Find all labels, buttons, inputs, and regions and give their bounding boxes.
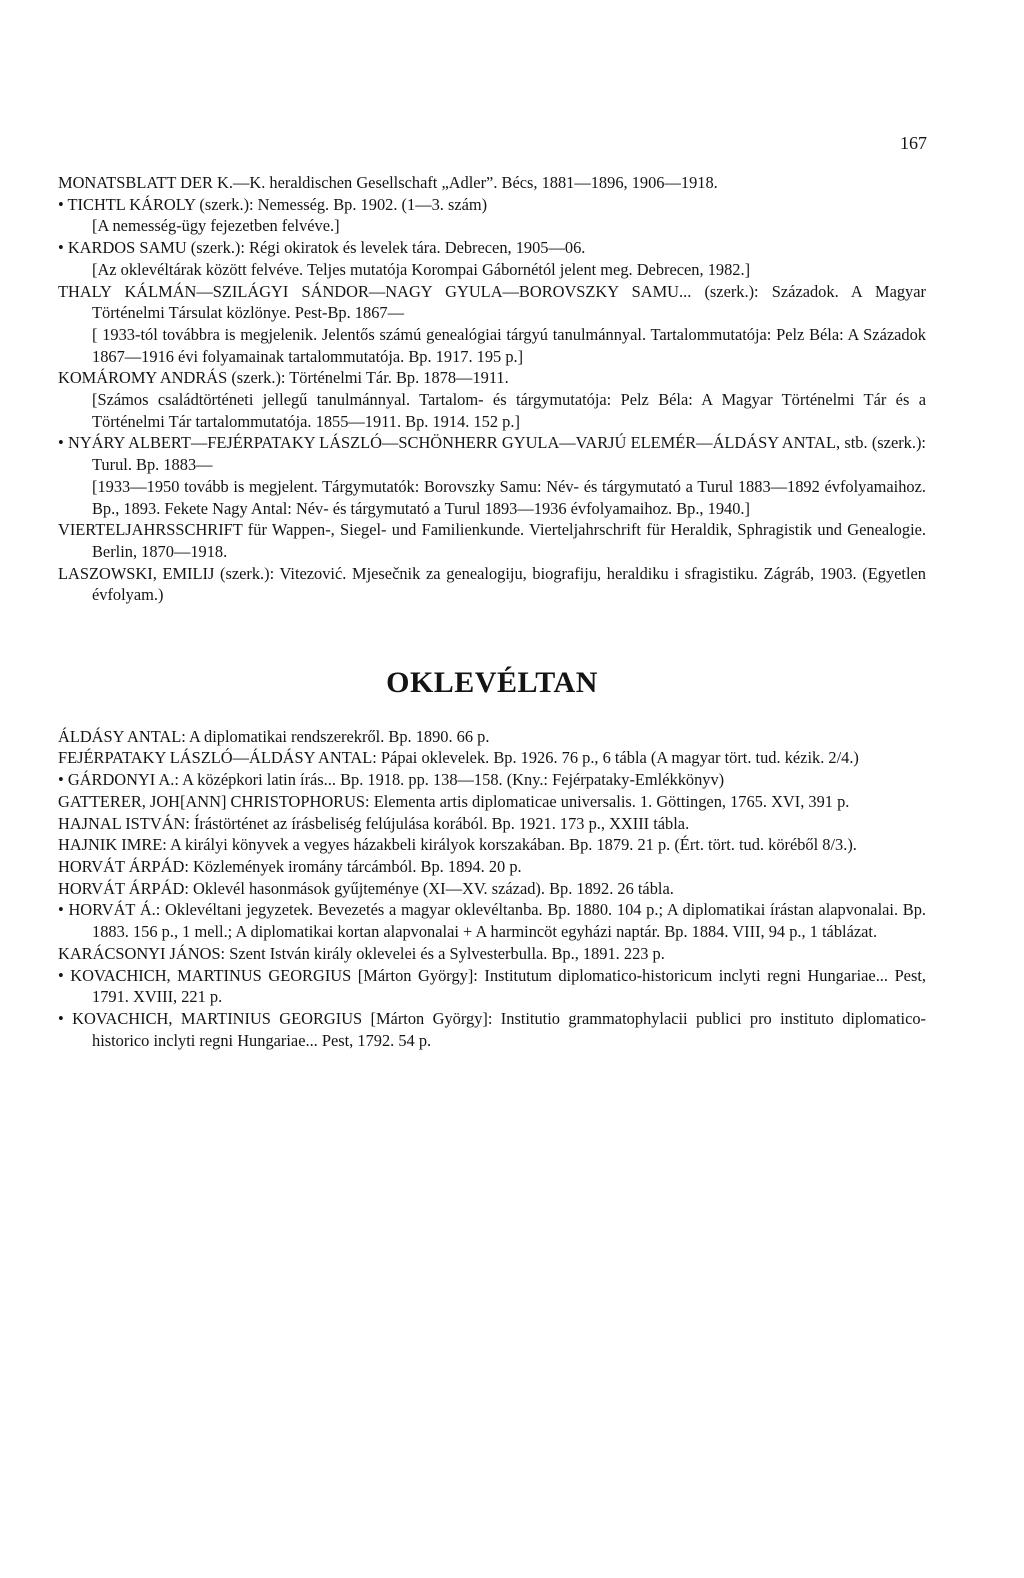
- entry-text: VIERTELJAHRSSCHRIFT für Wappen-, Siegel- und Familienkunde. Vierteljahrschrift für Heraldik, Sphragistik und Genealogie. Berlin, 1870—1918.: [58, 520, 926, 561]
- bibliography-entry: [58, 172, 926, 194]
- entry-text: LASZOWSKI, EMILIJ (szerk.): Vitezović. Mjesečnik za genealogiju, biografiju, heraldiku i sfragistiku. Zágráb, 1903. (Egyetlen évfolyam.): [58, 563, 926, 605]
- section-heading: OKLEVÉLTAN: [386, 666, 598, 700]
- periodicals-list: [58, 172, 926, 606]
- bibliography-entry: [58, 563, 926, 606]
- bibliography-entry: GATTERER, JOH[ANN] CHRISTOPHORUS: Elementa artis diplomaticae universalis. 1. Göttingen, 1765. XVI, 391 p.: [58, 791, 850, 811]
- entry-text: KOMÁROMY ANDRÁS (szerk.): Történelmi Tár. Bp. 1878—1911.: [58, 368, 509, 388]
- entry-note: [1933—1950 tovább is megjelent. Tárgymutatók: Borovszky Samu: Név- és tárgymutató a Turul 1883—1892 évfolyamaihoz. Bp., 1893. Fekete Nagy Antal: Név- és tárgymutató a Turul 1893—1936 évfolyamaihoz. Bp., 1940.]: [92, 476, 926, 518]
- entry-text: • KARDOS SAMU (szerk.): Régi okiratok és levelek tára. Debrecen, 1905—06.: [58, 238, 586, 258]
- bibliography-entry: [58, 194, 926, 237]
- entry-text: • TICHTL KÁROLY (szerk.): Nemesség. Bp. 1902. (1—3. szám): [58, 194, 488, 214]
- entry-note: [Számos családtörténeti jellegű tanulmánnyal. Tartalom- és tárgymutatója: Pelz Béla: A Magyar Történelmi Tár és a Történelmi Tár tartalommutatója. 1855—1911. Bp. 1914. 152 p.]: [92, 390, 926, 431]
- bibliography-entry: [58, 367, 926, 432]
- text-column: [58, 172, 926, 1051]
- entry-note: [A nemesség-ügy fejezetben felvéve.]: [92, 216, 340, 236]
- bibliography-entry: HAJNAL ISTVÁN: Írástörténet az írásbeliség felújulása korából. Bp. 1921. 173 p., XXIII tábla.: [58, 813, 690, 833]
- bibliography-entry: ÁLDÁSY ANTAL: A diplomatikai rendszerekről. Bp. 1890. 66 p.: [58, 726, 490, 746]
- page-number: 167: [900, 133, 927, 153]
- bibliography-entry: HORVÁT ÁRPÁD: Közlemények iromány tárcámból. Bp. 1894. 20 p.: [58, 856, 522, 876]
- bibliography-entry: [58, 432, 926, 519]
- bibliography-entry: [58, 281, 926, 368]
- diplomatics-list: [58, 726, 926, 1052]
- bibliography-entry: FEJÉRPATAKY LÁSZLÓ—ÁLDÁSY ANTAL: Pápai oklevelek. Bp. 1926. 76 p., 6 tábla (A magyar tört. tud. kézik. 2/4.): [58, 748, 859, 768]
- entry-text: THALY KÁLMÁN—SZILÁGYI SÁNDOR—NAGY GYULA—BOROVSZKY SAMU... (szerk.): Századok. A Magyar Történelmi Társulat közlönye. Pest-Bp. 1867—: [58, 281, 926, 323]
- bibliography-entry: HAJNIK IMRE: A királyi könyvek a vegyes házakbeli királyok korszakában. Bp. 1879. 21 p. (Ért. tört. tud. köréből 8/3.).: [58, 835, 857, 855]
- entry-note: [Az oklevéltárak között felvéve. Teljes mutatója Korompai Gábornétól jelent meg. Debrecen, 1982.]: [92, 259, 751, 279]
- entry-text: • NYÁRY ALBERT—FEJÉRPATAKY LÁSZLÓ—SCHÖNHERR GYULA—VARJÚ ELEMÉR—ÁLDÁSY ANTAL, stb. (szerk.): Turul. Bp. 1883—: [58, 433, 926, 475]
- bibliography-entry: [58, 519, 926, 562]
- entry-text: MONATSBLATT DER K.—K. heraldischen Gesellschaft „Adler”. Bécs, 1881—1896, 1906—1918.: [58, 173, 718, 192]
- bibliography-entry: [58, 237, 926, 280]
- bibliography-entry: KARÁCSONYI JÁNOS: Szent István király oklevelei és a Sylvesterbulla. Bp., 1891. 223 p.: [58, 943, 665, 963]
- bibliography-entry: • GÁRDONYI A.: A középkori latin írás... Bp. 1918. pp. 138—158. (Kny.: Fejérpataky-Emlékkönyv): [58, 770, 725, 790]
- entry-note: [ 1933-tól továbbra is megjelenik. Jelentős számú genealógiai tárgyú tanulmánnyal. Tartalommutatója: Pelz Béla: A Századok 1867—1916 évi folyamainak tartalommutatója. Bp. 1917. 195 p.]: [92, 324, 926, 366]
- bibliography-entry: • KOVACHICH, MARTINIUS GEORGIUS [Márton György]: Institutio grammatophylacii publici pro instituto diplomatico-historico inclyti regni Hungariae... Pest, 1792. 54 p.: [58, 1008, 926, 1050]
- bibliography-entry: • KOVACHICH, MARTINUS GEORGIUS [Márton György]: Institutum diplomatico-historicum inclyti regni Hungariae... Pest, 1791. XVIII, 221 p.: [58, 965, 926, 1007]
- bibliography-entry: HORVÁT ÁRPÁD: Oklevél hasonmások gyűjteménye (XI—XV. század). Bp. 1892. 26 tábla.: [58, 878, 674, 898]
- bibliography-entry: • HORVÁT Á.: Oklevéltani jegyzetek. Bevezetés a magyar oklevéltanba. Bp. 1880. 104 p.; A diplomatikai írástan alapvonalai. Bp. 1883. 156 p., 1 mell.; A diplomatikai kortan alapvonalai + A harmincöt egyházi naptár. Bp. 1884. VIII, 94 p., 1 táblázat.: [58, 900, 926, 942]
